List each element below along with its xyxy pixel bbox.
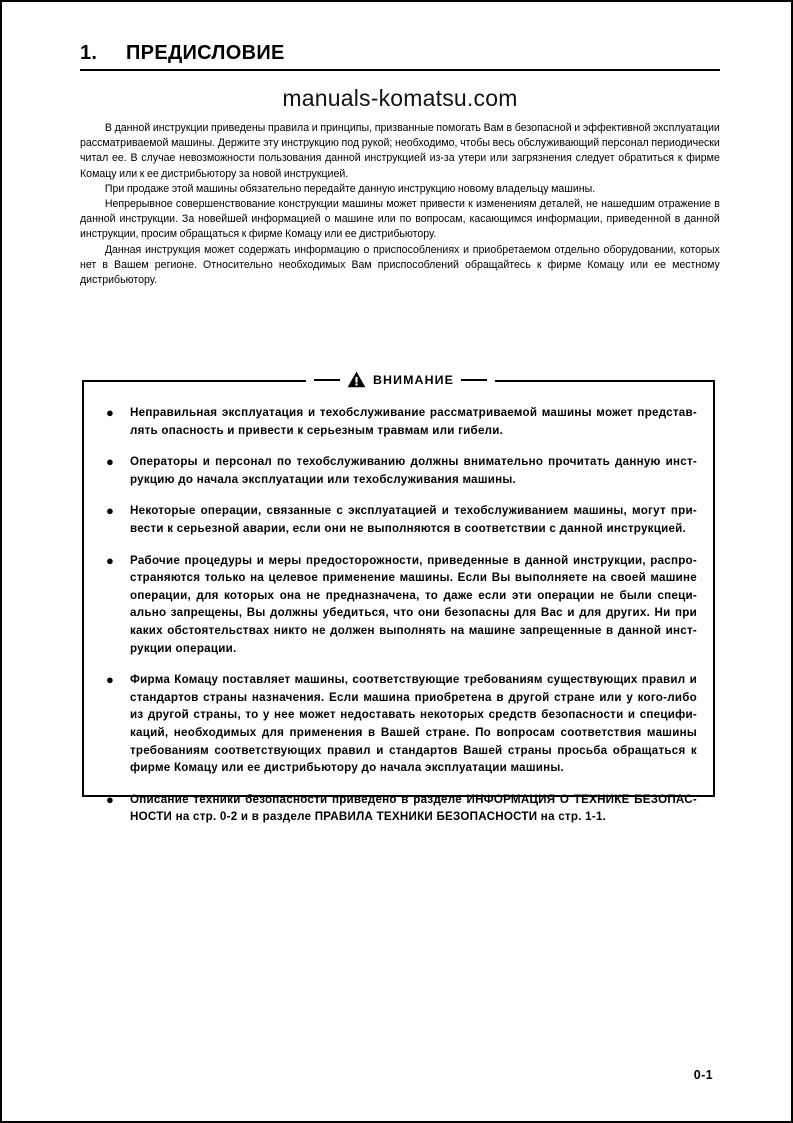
text-line: Неправильная эксплуатация и техобслуживание рассматриваемой машины может представ-: [130, 406, 697, 419]
text-line: каких обстоятельствах никто не должен выполнять на машине запрещенные в данной инст-: [130, 623, 697, 637]
bullet-glyph: ●: [106, 405, 114, 420]
text-line: Фирма Комацу поставляет машины, соответствующие требованиям существующих правил и: [130, 673, 697, 687]
heading-rule: [80, 69, 720, 71]
text-line: рукции операции.: [130, 641, 237, 655]
chapter-number: 1.: [80, 42, 98, 64]
intro-paragraph: При продаже этой машины обязательно передайте данную инструкцию новому владельцу машины.: [104, 182, 596, 195]
list-item-text: [130, 502, 697, 537]
text-line: каций, необходимых для применения в Вашей стране. По вопросам соответствия машины: [130, 725, 697, 739]
text-line: рукцию до начала эксплуатации или техобслуживания машины.: [130, 472, 517, 486]
bullet-glyph: ●: [106, 791, 114, 807]
warning-rule-left: [314, 379, 340, 381]
chapter-title: ПРЕДИСЛОВИЕ: [126, 42, 285, 64]
list-item-text: [130, 404, 697, 439]
text-line: операции, для которых она не предназначена, то даже если эти операции не были специ-: [130, 588, 697, 602]
warning-box: [82, 372, 715, 824]
list-item: [104, 404, 697, 439]
text-line: Операторы и персонал по техобслуживанию должны внимательно прочитать данную инст-: [130, 455, 697, 469]
text-line: вести к серьезной аварии, если они не выполняются в соответствии с данной инструкцией.: [130, 521, 687, 535]
text-line: из другой страны, то у нее может недоставать некоторых средств безопасности и специфи-: [130, 708, 697, 722]
warning-section: [82, 372, 715, 824]
text-line: фирме Комацу или ее дистрибьютору до начала эксплуатации машины.: [130, 761, 565, 775]
text-line: ально запрещены, Вы должны убедиться, что они безопасны для Вас и для других. Ни при: [130, 606, 697, 620]
list-item: [104, 502, 697, 537]
bullet-glyph: ●: [106, 503, 114, 519]
page-content: [80, 42, 720, 288]
text-line: Некоторые операции, связанные с эксплуатацией и техобслуживанием машины, могут при-: [130, 504, 697, 518]
list-item-text: [130, 552, 697, 658]
watermark-text: manuals-komatsu.com: [282, 85, 518, 111]
list-item-text: [130, 453, 697, 488]
text-line: Описание техники безопасности приведено в разделе ИНФОРМАЦИЯ О ТЕХНИКЕ БЕЗОПАС-: [130, 792, 697, 806]
bullet-glyph: ●: [106, 672, 114, 688]
list-item: [104, 552, 697, 658]
warning-rule-right: [461, 379, 487, 381]
bullet-glyph: ●: [106, 552, 114, 568]
text-line: страняются только на целевое применение машины. Если Вы выполняете на своей машине: [130, 571, 697, 585]
text-line: НОСТИ на стр. 0-2 и в разделе ПРАВИЛА ТЕХНИКИ БЕЗОПАСНОСТИ на стр. 1-1.: [130, 810, 607, 824]
warning-label: ВНИМАНИЕ: [373, 372, 454, 387]
intro-paragraph: Непрерывное совершенствование конструкции машины может привести к изменениям деталей, не нашедшим отражение в данной инструкции. За новейшей информацией о машине или по вопросам, касающимся информации, приведенной в данной инструкции, просим обращаться к фирме Комацу или ее дистрибьютору.: [80, 198, 720, 241]
page-number: 0-1: [693, 1068, 713, 1082]
chapter-heading: [80, 42, 720, 68]
warning-triangle-icon: [347, 371, 366, 388]
bullet-glyph: ●: [106, 454, 114, 470]
text-line: стандартов страны назначения. Если машина приобретена в другой стране или у кого-либо: [130, 690, 697, 704]
list-item: [104, 671, 697, 777]
warning-header: [84, 371, 717, 388]
text-line: лять опасность и привести к серьезным травмам или гибели.: [130, 423, 504, 437]
text-line: Рабочие процедуры и меры предосторожности, приведенные в данной инструкции, распро-: [130, 553, 697, 567]
list-item: [104, 791, 697, 826]
intro-paragraph: Данная инструкция может содержать информацию о приспособлениях и приобретаемом отдельно оборудовании, которых нет в Вашем регионе. Относительно необходимых Вам приспособлений обращайтесь к фирме Комацу или ее местному дистрибьютору.: [80, 243, 720, 287]
list-item-text: [130, 671, 697, 777]
list-item: [104, 453, 697, 488]
intro-paragraph: В данной инструкции приведены правила и принципы, призванные помогать Вам в безопасной и эффективной эксплуатации рассматриваемой машины. Держите эту инструкцию под рукой; необходимо, чтобы весь обслуживающий персонал периодически читал ее. В случае невозможности пользования данной инструкцией из-за утери или загрязнения следует обратиться к фирме Комацу или к ее дистрибьютору за новой инструкцией.: [80, 122, 720, 180]
text-line: требованиям соответствующих правил и стандартов Вашей страны просьба обращаться к: [130, 743, 697, 757]
warning-bullet-list: [84, 382, 713, 826]
intro-paragraphs: [80, 121, 720, 288]
list-item-text: [130, 791, 697, 826]
